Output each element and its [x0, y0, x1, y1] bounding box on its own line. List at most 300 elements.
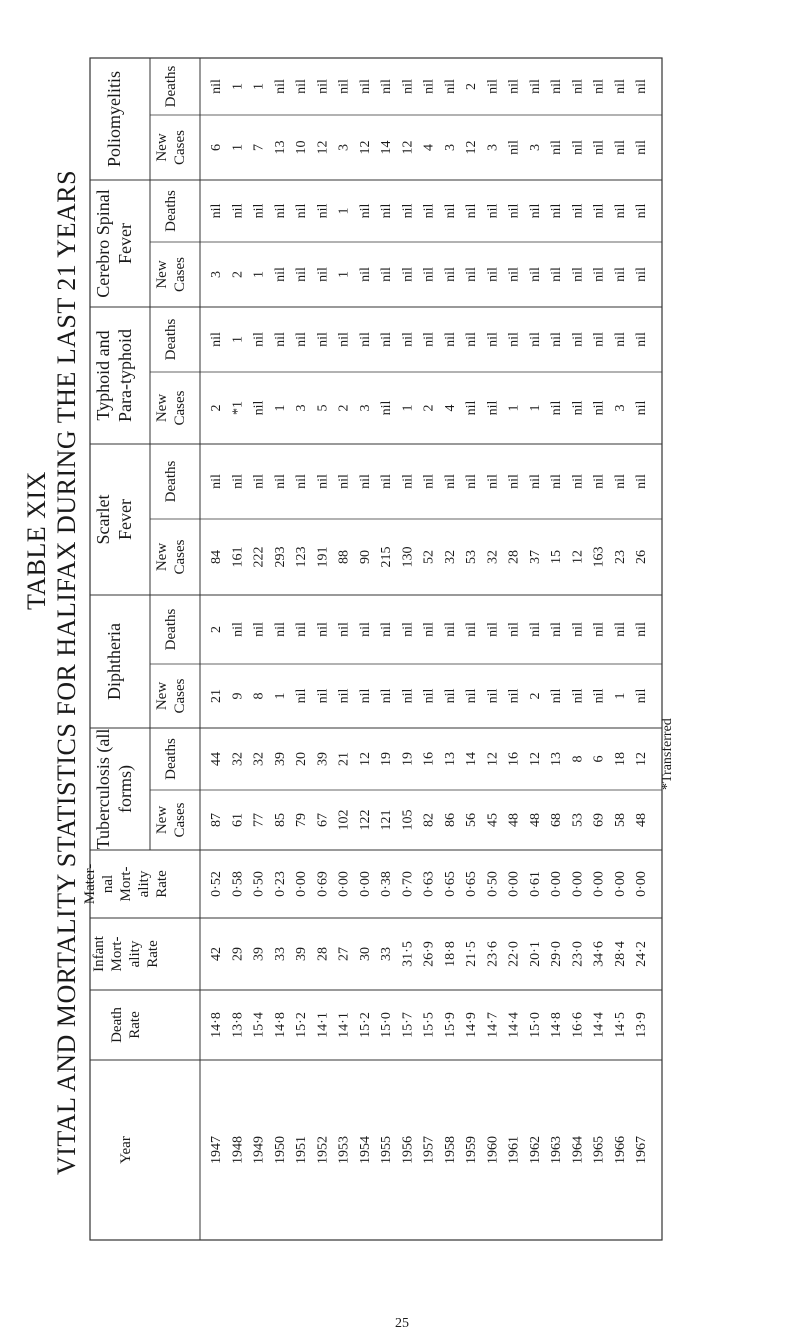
table-cell: nil — [634, 332, 649, 347]
table-cell: nil — [421, 474, 437, 489]
table-cell: nil — [549, 622, 564, 637]
table-cell: 0·00 — [336, 871, 352, 897]
table-cell: 1956 — [400, 1136, 416, 1164]
table-cell: 1 — [612, 692, 628, 700]
column-heading: Deaths — [163, 738, 179, 780]
table-cell: nil — [357, 332, 373, 347]
table-cell: nil — [591, 267, 607, 282]
table-cell: 14 — [379, 140, 394, 155]
table-cell: 1966 — [612, 1136, 628, 1164]
table-cell: 28 — [315, 947, 331, 961]
table-cell: 5 — [315, 404, 331, 412]
table-cell: 14·5 — [612, 1012, 628, 1038]
table-cell: 0·00 — [570, 871, 586, 897]
table-cell: nil — [209, 332, 224, 347]
column-heading: Cases — [172, 257, 188, 292]
table-cell: 2 — [209, 626, 224, 633]
table-number: TABLE XIX — [22, 471, 51, 610]
table-cell: nil — [506, 622, 522, 637]
table-cell: nil — [336, 622, 352, 637]
table-cell: nil — [506, 332, 522, 347]
table-cell: 12 — [634, 752, 649, 766]
table-cell: nil — [570, 474, 586, 489]
table-cell: 1959 — [464, 1136, 479, 1164]
table-cell: nil — [272, 474, 288, 489]
table-cell: nil — [442, 688, 458, 704]
table-cell: nil — [294, 332, 309, 347]
table-cell: nil — [421, 622, 437, 637]
column-heading: New — [154, 260, 170, 289]
table-cell: 1 — [230, 336, 246, 343]
table-cell: nil — [442, 267, 458, 282]
table-cell: nil — [357, 79, 373, 94]
table-cell: 8 — [570, 755, 586, 763]
table-cell: nil — [612, 332, 628, 347]
footnote: *Transferred — [660, 718, 675, 790]
table-cell: 1950 — [272, 1136, 288, 1164]
table-cell: 4 — [442, 404, 458, 412]
table-cell: nil — [506, 203, 522, 219]
table-cell: 1 — [272, 404, 288, 412]
table-cell: 68 — [549, 813, 564, 827]
table-cell: 121 — [379, 809, 394, 831]
table-cell: 14·4 — [506, 1012, 522, 1038]
table-cell: 13 — [442, 752, 458, 766]
table-cell: nil — [527, 474, 543, 489]
table-cell: nil — [549, 400, 564, 416]
table-cell: nil — [421, 267, 437, 282]
column-heading: Rate — [127, 1011, 143, 1039]
table-cell: 13 — [272, 140, 288, 155]
column-heading: Death — [109, 1007, 125, 1043]
table-cell: 45 — [485, 813, 501, 827]
table-cell: 24·2 — [634, 941, 649, 967]
table-cell: 1957 — [421, 1136, 437, 1164]
table-cell: 26 — [634, 550, 649, 564]
table-cell: 0·52 — [209, 871, 224, 897]
table-cell: nil — [294, 203, 309, 219]
table-cell: nil — [464, 474, 479, 489]
table-cell: 1947 — [209, 1136, 224, 1164]
table-cell: nil — [294, 79, 309, 94]
column-heading: Cases — [172, 539, 188, 575]
table-cell: nil — [251, 203, 267, 219]
table-cell: 21 — [209, 689, 224, 703]
table-cell: 58 — [612, 813, 628, 827]
page-number: 25 — [395, 1316, 409, 1331]
table-cell: nil — [400, 267, 416, 282]
table-cell: 1 — [251, 83, 267, 90]
table-cell: 14·8 — [209, 1012, 224, 1038]
table-cell: 86 — [442, 813, 458, 827]
table-cell: 1 — [400, 404, 416, 412]
table-cell: 1953 — [336, 1136, 352, 1164]
table-cell: 48 — [527, 813, 543, 827]
table-cell: 32 — [442, 550, 458, 564]
group-heading: Scarlet — [93, 494, 113, 545]
table-cell: 0·00 — [549, 871, 564, 897]
table-cell: 23·6 — [485, 941, 501, 967]
table-cell: 1958 — [442, 1136, 458, 1164]
table-cell: nil — [485, 474, 501, 489]
table-cell: 0·65 — [442, 871, 458, 897]
table-cell: 123 — [294, 546, 309, 568]
table-cell: 13·8 — [230, 1012, 246, 1038]
column-heading: Cases — [172, 390, 188, 426]
table-cell: 15 — [549, 550, 564, 564]
table-cell: nil — [294, 267, 309, 282]
table-cell: nil — [527, 622, 543, 637]
table-cell: 0·69 — [315, 871, 331, 897]
table-cell: 53 — [464, 550, 479, 564]
table-cell: 293 — [272, 546, 288, 568]
table-cell: 0·00 — [634, 871, 649, 897]
column-heading: Infant — [91, 936, 107, 972]
table-cell: 20 — [294, 752, 309, 766]
table-cell: 0·38 — [379, 871, 394, 897]
column-heading: New — [154, 542, 170, 572]
group-heading: Typhoid and — [93, 330, 113, 421]
table-cell: nil — [379, 622, 394, 637]
table-cell: 12 — [570, 550, 586, 564]
table-cell: 215 — [379, 546, 394, 568]
column-heading: Year — [118, 1136, 134, 1164]
table-cell: nil — [357, 474, 373, 489]
table-cell: 2 — [421, 404, 437, 412]
table-cell: nil — [549, 203, 564, 219]
table-cell: 1949 — [251, 1136, 267, 1164]
table-cell: nil — [634, 203, 649, 219]
table-cell: 90 — [357, 550, 373, 564]
table-cell: nil — [315, 688, 331, 704]
column-heading: Deaths — [163, 65, 179, 108]
column-heading: Mater- — [82, 863, 98, 905]
table-cell: nil — [549, 474, 564, 489]
table-cell: 2 — [464, 83, 479, 90]
table-cell: nil — [506, 688, 522, 704]
table-cell: 82 — [421, 813, 437, 827]
table-cell: nil — [506, 140, 522, 155]
table-cell: nil — [442, 474, 458, 489]
table-cell: nil — [549, 140, 564, 155]
table-cell: 6 — [209, 144, 224, 151]
table-cell: nil — [442, 332, 458, 347]
table-cell: nil — [591, 203, 607, 219]
group-heading: Cerebro Spinal — [93, 189, 113, 298]
table-cell: 102 — [336, 809, 352, 831]
table-cell: nil — [357, 688, 373, 704]
table-cell: 15·7 — [400, 1012, 416, 1038]
table-cell: nil — [315, 79, 331, 94]
table-cell: nil — [464, 688, 479, 704]
table-cell: 39 — [294, 947, 309, 961]
table-cell: nil — [336, 332, 352, 347]
table-cell: 12 — [464, 140, 479, 155]
table-cell: 33 — [272, 947, 288, 961]
table-cell: nil — [527, 79, 543, 94]
table-cell: 0·63 — [421, 871, 437, 897]
table-cell: nil — [209, 203, 224, 219]
column-heading: Cases — [172, 802, 188, 838]
table-cell: 0·58 — [230, 871, 246, 897]
table-cell: 191 — [315, 546, 331, 568]
column-heading: ality — [136, 870, 152, 898]
group-heading: Fever — [115, 223, 135, 264]
table-cell: nil — [612, 267, 628, 282]
table-cell: 3 — [442, 144, 458, 151]
table-cell: nil — [230, 203, 246, 219]
table-cell: 15·2 — [294, 1012, 309, 1038]
table-cell: 39 — [272, 752, 288, 766]
table-cell: nil — [634, 688, 649, 704]
table-cell: 21 — [336, 752, 352, 766]
table-cell: nil — [400, 622, 416, 637]
table-cell: nil — [442, 622, 458, 637]
table-cell: nil — [570, 400, 586, 416]
table-cell: 3 — [485, 144, 501, 151]
table-cell: 3 — [357, 404, 373, 412]
table-cell: 16 — [421, 752, 437, 766]
table-cell: 84 — [209, 550, 224, 564]
table-cell: 1963 — [549, 1136, 564, 1164]
table-cell: 2 — [527, 692, 543, 700]
table-cell: 3 — [336, 144, 352, 151]
table-cell: nil — [379, 203, 394, 219]
table-cell: 3 — [294, 404, 309, 412]
table-cell: 14·1 — [315, 1012, 331, 1038]
table-cell: 29 — [230, 947, 246, 961]
table-cell: nil — [612, 622, 628, 637]
table-cell: 15·9 — [442, 1012, 458, 1038]
table-cell: 19 — [400, 752, 416, 766]
table-cell: nil — [634, 267, 649, 282]
table-cell: 18 — [612, 752, 628, 766]
table-cell: nil — [570, 688, 586, 704]
table-cell: 13 — [549, 752, 564, 766]
column-heading: ality — [127, 940, 143, 968]
table-cell: 0·00 — [357, 871, 373, 897]
table-cell: 85 — [272, 813, 288, 827]
table-cell: 1 — [527, 404, 543, 412]
table-cell: nil — [251, 622, 267, 637]
table-cell: nil — [294, 688, 309, 704]
table-cell: nil — [379, 400, 394, 416]
column-heading: New — [154, 805, 170, 835]
table-cell: nil — [230, 622, 246, 637]
table-cell: nil — [272, 622, 288, 637]
table-cell: 32 — [485, 550, 501, 564]
table-cell: nil — [400, 79, 416, 94]
table-cell: nil — [549, 267, 564, 282]
table-cell: 1962 — [527, 1136, 543, 1164]
table-cell: nil — [527, 203, 543, 219]
table-cell: 28 — [506, 550, 522, 564]
table-cell: nil — [549, 688, 564, 704]
table-cell: 12 — [315, 140, 331, 155]
table-cell: 48 — [634, 813, 649, 827]
table-cell: 8 — [251, 692, 267, 700]
table-cell: nil — [357, 622, 373, 637]
table-cell: nil — [485, 400, 501, 416]
table-cell: nil — [570, 203, 586, 219]
table-cell: nil — [634, 474, 649, 489]
table-cell: 31·5 — [400, 941, 416, 967]
table-cell: nil — [464, 332, 479, 347]
table-cell: 14·4 — [591, 1012, 607, 1038]
table-cell: 87 — [209, 813, 224, 827]
table-cell: nil — [570, 79, 586, 94]
table-cell: nil — [209, 474, 224, 489]
table-cell: nil — [485, 688, 501, 704]
table-cell: nil — [400, 474, 416, 489]
table-cell: nil — [272, 332, 288, 347]
column-heading: Rate — [154, 870, 170, 898]
group-heading: Diphtheria — [104, 623, 124, 700]
table-cell: 2 — [336, 404, 352, 412]
table-cell: nil — [336, 688, 352, 704]
table-cell: 3 — [612, 404, 628, 412]
group-heading: Fever — [115, 499, 135, 540]
table-cell: nil — [251, 474, 267, 489]
table-cell: 42 — [209, 947, 224, 961]
table-cell: 12 — [357, 752, 373, 766]
table-cell: nil — [421, 688, 437, 704]
column-heading: New — [154, 393, 170, 423]
table-cell: 34·6 — [591, 941, 607, 967]
table-cell: nil — [421, 203, 437, 219]
table-cell: 20·1 — [527, 941, 543, 967]
table-cell: 15·0 — [527, 1012, 543, 1038]
table-cell: 12 — [485, 752, 501, 766]
group-heading: Poliomyelitis — [104, 70, 124, 168]
group-heading: Para-typhoid — [115, 329, 135, 422]
table-cell: nil — [485, 79, 501, 94]
table-cell: nil — [400, 203, 416, 219]
table-cell: nil — [506, 267, 522, 282]
table-cell: 14 — [464, 752, 479, 766]
table-cell: nil — [464, 622, 479, 637]
table-cell: 105 — [400, 809, 416, 831]
table-cell: nil — [421, 79, 437, 94]
table-cell: nil — [251, 400, 267, 416]
column-heading: Cases — [172, 130, 188, 165]
table-cell: 1 — [251, 271, 267, 278]
table-cell: nil — [506, 474, 522, 489]
table-cell: nil — [591, 140, 607, 155]
table-cell: 6 — [591, 755, 607, 763]
table-cell: 2 — [209, 404, 224, 412]
table-cell: nil — [464, 203, 479, 219]
table-cell: 10 — [294, 140, 309, 155]
table-cell: 27 — [336, 947, 352, 961]
table-cell: 0·00 — [506, 871, 522, 897]
table-cell: nil — [357, 203, 373, 219]
table-cell: 1 — [506, 404, 522, 412]
table-cell: 7 — [251, 144, 267, 151]
table-cell: 16 — [506, 752, 522, 766]
table-cell: 1955 — [379, 1136, 394, 1164]
table-cell: nil — [527, 267, 543, 282]
table-cell: nil — [612, 203, 628, 219]
table-cell: 53 — [570, 813, 586, 827]
table-cell: 1960 — [485, 1136, 501, 1164]
table-cell: *1 — [230, 401, 246, 415]
table-cell: 69 — [591, 813, 607, 827]
table-cell: 32 — [251, 752, 267, 766]
table-cell: 39 — [251, 947, 267, 961]
table-cell: nil — [294, 474, 309, 489]
table-cell: 1964 — [570, 1136, 586, 1164]
table-cell: 30 — [357, 947, 373, 961]
table-cell: 13·9 — [634, 1012, 649, 1038]
table-cell: nil — [591, 79, 607, 94]
table-cell: 32 — [230, 752, 246, 766]
table-cell: 161 — [230, 546, 246, 568]
table-cell: nil — [634, 140, 649, 155]
table-cell: 0·50 — [485, 871, 501, 897]
table-cell: nil — [549, 332, 564, 347]
table-cell: nil — [634, 622, 649, 637]
table-cell: nil — [315, 474, 331, 489]
table-cell: 122 — [357, 809, 373, 831]
table-cell: 0·61 — [527, 871, 543, 897]
table-cell: nil — [315, 622, 331, 637]
table-cell: 1 — [272, 692, 288, 700]
column-heading: Mort- — [109, 936, 125, 972]
table-cell: 23 — [612, 550, 628, 564]
table-cell: 0·65 — [464, 871, 479, 897]
table-cell: 14·9 — [464, 1012, 479, 1038]
table-cell: nil — [591, 474, 607, 489]
table-cell: nil — [272, 267, 288, 282]
table-cell: 1 — [230, 144, 246, 151]
table-cell: nil — [485, 267, 501, 282]
table-cell: 163 — [591, 546, 607, 568]
column-heading: Cases — [172, 678, 188, 714]
table-cell: nil — [485, 332, 501, 347]
table-cell: nil — [612, 140, 628, 155]
table-cell: 37 — [527, 550, 543, 564]
table-cell: 1967 — [634, 1136, 649, 1164]
table-cell: 48 — [506, 813, 522, 827]
column-heading: Deaths — [163, 608, 179, 651]
table-cell: 0·00 — [294, 871, 309, 897]
table-cell: nil — [570, 267, 586, 282]
table-cell: 0·00 — [591, 871, 607, 897]
table-cell: nil — [315, 203, 331, 219]
table-cell: 4 — [421, 144, 437, 151]
table-cell: 1965 — [591, 1136, 607, 1164]
table-cell: nil — [485, 203, 501, 219]
table-cell: nil — [400, 688, 416, 704]
table-cell: 2 — [230, 271, 246, 278]
table-cell: 14·8 — [272, 1012, 288, 1038]
table-cell: 0·00 — [612, 871, 628, 897]
table-cell: 222 — [251, 546, 267, 568]
table-cell: nil — [379, 267, 394, 282]
table-cell: 12 — [527, 752, 543, 766]
table-cell: nil — [251, 332, 267, 347]
table-cell: 26·9 — [421, 941, 437, 967]
column-heading: Deaths — [163, 318, 179, 361]
table-cell: nil — [379, 332, 394, 347]
table-cell: nil — [336, 474, 352, 489]
table-cell: 56 — [464, 813, 479, 827]
table-cell: nil — [442, 203, 458, 219]
table-cell: 23·0 — [570, 941, 586, 967]
table-cell: nil — [442, 79, 458, 94]
table-cell: nil — [506, 79, 522, 94]
